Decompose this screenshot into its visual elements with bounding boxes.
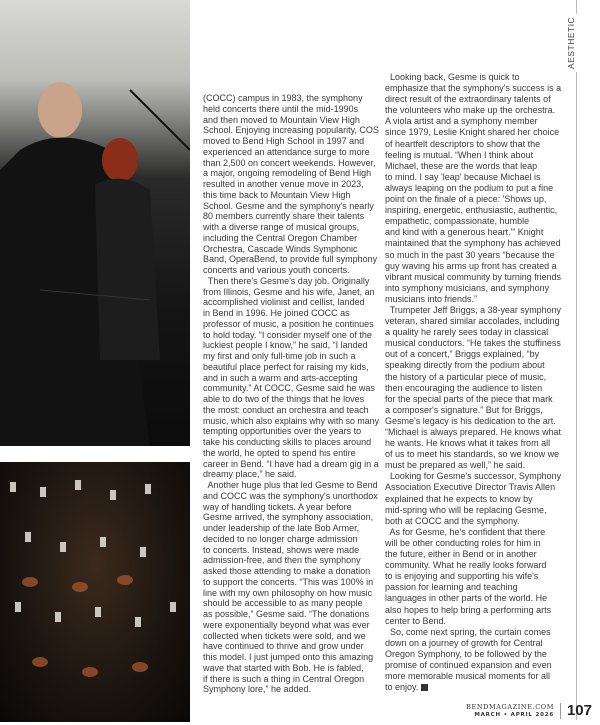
text-line: vibrant musical community by turning friends bbox=[385, 271, 561, 282]
text-line: than 2,500 on concert weekends. However, bbox=[203, 157, 376, 168]
text-line: Oregon Symphony, to be followed by the bbox=[385, 648, 547, 659]
text-line: School. Enjoying increasing popularity, COS bbox=[203, 125, 379, 136]
text-line: must be prepared as well,” he said. bbox=[385, 460, 526, 471]
text-line: line with my own philosophy on how music bbox=[203, 587, 373, 598]
text-line: so much in the past 30 years “because the bbox=[385, 249, 555, 260]
text-line: this time back to Mountain View High bbox=[203, 189, 351, 200]
text-line: the world, he opted to spend his entire bbox=[203, 447, 356, 458]
footer-divider bbox=[560, 703, 561, 719]
text-line: should be accessible to as many people bbox=[203, 598, 363, 609]
text-line: to enjoy. bbox=[385, 682, 428, 693]
text-line: for the special parts of the piece that mark bbox=[385, 393, 553, 404]
text-line: to is enjoying and supporting his wife's bbox=[385, 571, 539, 582]
text-line: career in Bend. “I have had a dream gig in a bbox=[203, 458, 379, 469]
text-line: if there is such a thing in Central Oregon bbox=[203, 673, 365, 684]
text-line: into symphony musicians, and symphony bbox=[385, 282, 550, 293]
text-line: inspiring, energetic, enthusiastic, authentic, bbox=[385, 205, 558, 216]
text-line: Gesme's legacy is his dedication to the art. bbox=[385, 415, 556, 426]
text-line: tempting opportunities over the years to bbox=[203, 426, 362, 437]
text-line: the volunteers who make up the orchestra. bbox=[385, 105, 556, 116]
end-of-article-mark-icon bbox=[421, 684, 428, 691]
text-line: have continued to thrive and grow under bbox=[203, 641, 364, 652]
text-line: Looking back, Gesme is quick to bbox=[385, 72, 520, 82]
text-line: were exponentially beyond what was ever bbox=[203, 619, 370, 630]
text-line: Association Executive Director Travis Allen bbox=[385, 482, 556, 493]
text-line: will be other conducting roles for him in bbox=[385, 537, 541, 548]
text-line: of us to meet his standards, so we know we bbox=[385, 449, 560, 460]
text-line: musicians into friends.” bbox=[385, 293, 478, 304]
text-line: center to Bend. bbox=[385, 615, 447, 626]
text-line: both at COCC and the symphony. bbox=[385, 515, 520, 526]
conductor-illustration bbox=[0, 0, 190, 446]
text-line: including the Central Oregon Chamber bbox=[203, 232, 358, 243]
text-line: 80 members currently share their talents bbox=[203, 211, 365, 222]
text-line: (COCC) campus in 1983, the symphony bbox=[203, 93, 363, 103]
text-line: Band, OperaBend, to provide full symphony bbox=[203, 254, 378, 265]
text-line: and in such a warm and arts-accepting bbox=[203, 372, 358, 383]
text-line: accomplished violinist and cellist, landed bbox=[203, 297, 365, 308]
text-line: Trumpeter Jeff Briggs, a 38-year symphony bbox=[385, 304, 562, 315]
text-line: resulted in another venue move in 2023, bbox=[203, 179, 364, 189]
text-line: languages in other parts of the world. He bbox=[385, 593, 548, 604]
text-line: the future, either in Bend or in another bbox=[385, 549, 537, 560]
text-line: to mind. I say 'leap' because Michael is bbox=[385, 171, 541, 182]
text-line: dreamy place,” he said. bbox=[203, 469, 297, 480]
text-line: musical conductors. “He takes the stuffiness bbox=[385, 338, 561, 349]
text-line: Then there's Gesme's day job. Originally bbox=[203, 275, 370, 286]
text-line: Another huge plus that led Gesme to Bend bbox=[203, 480, 378, 490]
photo-conductor-orchestra bbox=[0, 0, 190, 446]
text-line: explained that he expects to know by bbox=[385, 493, 533, 504]
magazine-website: BENDMAGAZINE.COM bbox=[466, 702, 554, 711]
text-line: from Illinois, Gesme and his wife, Janet, an bbox=[203, 286, 375, 297]
text-line: to concerts. Instead, shows were made bbox=[203, 544, 360, 555]
text-line: out of a concert,” Briggs explained, “by bbox=[385, 349, 540, 360]
text-line: feeling is mutual. “When I think about bbox=[385, 149, 534, 160]
photo-orchestra-stage bbox=[0, 462, 190, 722]
text-line: admission-free, and then the symphony bbox=[203, 555, 361, 566]
text-line: collected when tickets were sold, and we bbox=[203, 630, 366, 641]
text-line: community.” At COCC, Gesme said he was bbox=[203, 383, 375, 394]
text-line: maintained that the symphony has achieved bbox=[385, 238, 561, 249]
text-line: as possible,” Gesme said. “The donations bbox=[203, 609, 370, 619]
text-line: also hopes to help bring a performing arts bbox=[385, 604, 552, 615]
orchestra-illustration bbox=[0, 462, 190, 722]
text-line: “Michael is always prepared. He knows what bbox=[385, 427, 561, 437]
text-line: asked those attending to make a donation bbox=[203, 566, 371, 576]
text-line: passion for learning and teaching bbox=[385, 582, 518, 593]
text-line: community. What he really looks forward bbox=[385, 560, 547, 571]
text-line: luckiest people I know,” he said, “I landed bbox=[203, 340, 368, 351]
text-line: speaking directly from the podium about bbox=[385, 360, 545, 371]
text-line: So, come next spring, the curtain comes bbox=[385, 626, 551, 637]
text-line: mid-spring who will be replacing Gesme, bbox=[385, 504, 547, 515]
text-line: my first and only full-time job in such a bbox=[203, 351, 356, 361]
text-line: As for Gesme, he's confident that there bbox=[385, 526, 546, 537]
text-line: always leaping on the podium to put a fine bbox=[385, 182, 554, 193]
text-line: direct result of the extraordinary talents of bbox=[385, 94, 551, 105]
text-line: a composer's signature.” But for Briggs, bbox=[385, 404, 543, 415]
text-line: take his conducting skills to places around bbox=[203, 437, 372, 447]
text-line: he wants. He knows what it takes from all bbox=[385, 438, 551, 449]
text-line: School. Gesme and the symphony's nearly bbox=[203, 200, 374, 211]
text-line: held concerts there until the mid-1990s bbox=[203, 103, 359, 114]
text-line: promise of continued expansion and even bbox=[385, 659, 552, 670]
text-line: music, which also explains why with so many bbox=[203, 415, 379, 426]
text-line: veteran, shared similar accolades, including bbox=[385, 316, 560, 327]
text-line: with a diverse range of musical groups, bbox=[203, 222, 360, 232]
page-footer bbox=[466, 702, 592, 719]
text-line: this model. I just jumped onto this amazing bbox=[203, 652, 374, 662]
text-line: the history of a particular piece of music, bbox=[385, 371, 547, 382]
text-line: and then moved to Mountain View High bbox=[203, 114, 360, 125]
text-line: professor of music, a position he continues bbox=[203, 318, 374, 329]
article-column-1 bbox=[203, 93, 381, 695]
text-line: and COCC was the symphony's unorthodox bbox=[203, 490, 378, 501]
text-line: of heartfelt descriptors to show that the bbox=[385, 138, 541, 149]
text-line: wave that started with Bob. He is fabled, bbox=[203, 662, 364, 673]
text-line: Looking for Gesme's successor, Symphony bbox=[385, 471, 562, 482]
text-line: since 1979, Leslie Knight shared her choice bbox=[385, 127, 560, 138]
section-divider-line bbox=[576, 0, 577, 720]
text-line: point on the finale of a piece: 'Shows up, bbox=[385, 194, 547, 205]
text-line: a quality he rarely sees today in classical bbox=[385, 327, 549, 338]
text-line: moved to Bend High School in 1997 and bbox=[203, 136, 365, 146]
text-line: Gesme arrived, the symphony association, bbox=[203, 512, 374, 523]
text-line: to hold today. “I consider myself one of the bbox=[203, 329, 372, 340]
text-line: guy waving his arms up front has created a bbox=[385, 260, 557, 271]
text-line: experienced an attendance surge to more bbox=[203, 146, 370, 157]
text-line: able to do two of the things that he loves bbox=[203, 394, 365, 404]
text-line: under leadership of the late Bob Armer, bbox=[203, 523, 360, 533]
text-line: in Bend in 1996. He joined COCC as bbox=[203, 308, 350, 318]
text-line: A viola artist and a symphony member bbox=[385, 116, 538, 127]
footer-meta bbox=[466, 703, 554, 719]
section-label-text: AESTHETIC bbox=[566, 14, 577, 72]
text-line: way of handling tickets. A year before bbox=[203, 501, 352, 512]
text-line: down on a journey of growth for Central bbox=[385, 637, 543, 648]
text-line: empathetic, compassionate, humble bbox=[385, 216, 530, 227]
text-line: Symphony lore,” he added. bbox=[203, 684, 312, 695]
issue-date: MARCH • APRIL 2026 bbox=[474, 711, 554, 718]
text-line: to support the concerts. “This was 100% in bbox=[203, 576, 374, 587]
text-line: Michael, these are the words that leap bbox=[385, 160, 538, 171]
page-number: 107 bbox=[566, 702, 592, 719]
text-line: decided to no longer charge admission bbox=[203, 533, 358, 544]
text-line: a major, ongoing remodeling of Bend High bbox=[203, 168, 372, 179]
text-line: the most: conduct an orchestra and teach bbox=[203, 404, 369, 415]
text-line: concerts and various youth concerts. bbox=[203, 265, 350, 275]
text-line: Orchestra, Cascade Winds Symphonic bbox=[203, 243, 358, 254]
text-line: beautiful place perfect for raising my kids, bbox=[203, 361, 369, 372]
text-line: and kind with a generous heart.'” Knight bbox=[385, 227, 544, 238]
text-line: emphasize that the symphony's success is a bbox=[385, 83, 562, 94]
article-column-2 bbox=[385, 72, 563, 693]
text-line: more memorable musical moments for all bbox=[385, 671, 551, 682]
text-line: then encouraging the audience to listen bbox=[385, 382, 543, 393]
